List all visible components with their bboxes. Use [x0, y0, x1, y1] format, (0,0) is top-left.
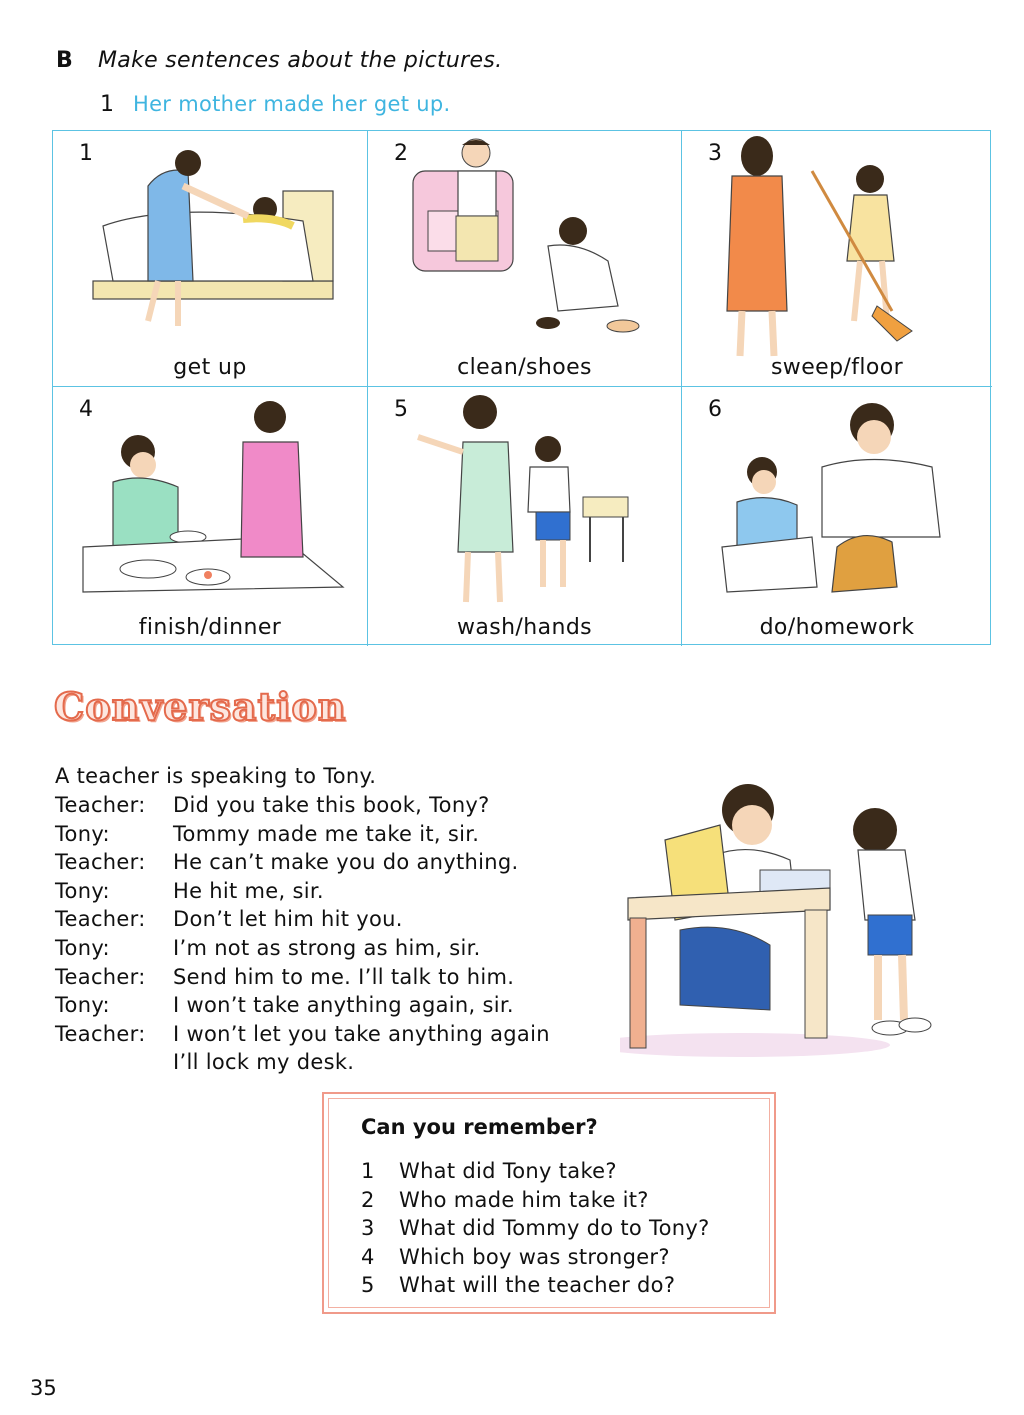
finish-dinner-illustration [53, 387, 368, 646]
line-text: I won’t let you take anything again [173, 1021, 550, 1046]
question-item [361, 1245, 710, 1274]
wash-hands-illustration [368, 387, 682, 646]
dialogue-line [55, 1022, 550, 1051]
dialogue-line [55, 965, 550, 994]
line-text: I won’t take anything again, sir. [173, 993, 514, 1018]
picture-caption: finish/dinner [138, 615, 282, 640]
picture-cell-5 [368, 387, 682, 646]
dialogue-line [55, 936, 550, 965]
line-text: Send him to me. I’ll talk to him. [173, 964, 515, 989]
question-item [361, 1216, 710, 1245]
question-text: Which boy was stronger? [399, 1244, 670, 1269]
clean-shoes-illustration [368, 131, 682, 387]
section-instruction: Make sentences about the pictures. [98, 48, 503, 73]
speaker: Tony: [55, 993, 110, 1018]
picture-cell-2 [368, 131, 682, 387]
question-item [361, 1273, 710, 1302]
line-text: He can’t make you do anything. [173, 850, 519, 875]
line-text: Tommy made me take it, sir. [173, 821, 480, 846]
question-number: 2 [361, 1187, 375, 1212]
speaker: Tony: [55, 878, 110, 903]
example-sentence: Her mother made her get up. [133, 92, 451, 116]
picture-cell-6 [682, 387, 992, 646]
dialogue-line [55, 993, 550, 1022]
question-text: Who made him take it? [399, 1187, 649, 1212]
example-number: 1 [100, 92, 114, 117]
getup-illustration [53, 131, 368, 387]
conversation-title: Conversation [54, 684, 347, 729]
picture-cell-1 [53, 131, 368, 387]
line-text: Did you take this book, Tony? [173, 793, 490, 817]
dialogue-line [55, 850, 550, 879]
picture-caption: sweep/floor [770, 355, 904, 380]
picture-number: 6 [708, 397, 722, 422]
do-homework-illustration [682, 387, 992, 646]
line-text: Don’t let him hit you. [173, 907, 403, 932]
speaker: Teacher: [55, 907, 146, 932]
remember-box-inner [328, 1098, 770, 1308]
question-text: What did Tony take? [399, 1159, 617, 1183]
section-letter: B [56, 48, 73, 73]
question-item [361, 1159, 710, 1188]
question-text: What will the teacher do? [399, 1273, 676, 1298]
speaker: Teacher: [55, 964, 146, 989]
speaker: Teacher: [55, 850, 146, 875]
picture-cell-4 [53, 387, 368, 646]
question-number: 5 [361, 1273, 375, 1298]
speaker: Tony: [55, 935, 110, 960]
question-number: 3 [361, 1216, 375, 1241]
dialogue-line [55, 1050, 550, 1079]
dialogue-line [55, 907, 550, 936]
dialogue-line [55, 879, 550, 908]
picture-cell-3 [682, 131, 992, 387]
remember-title: Can you remember? [361, 1115, 598, 1139]
speaker: Teacher: [55, 793, 146, 817]
picture-number: 4 [79, 397, 93, 422]
conversation-intro: A teacher is speaking to Tony. [55, 764, 377, 788]
dialogue-line [55, 822, 550, 851]
picture-caption: wash/hands [456, 615, 593, 640]
picture-number: 2 [394, 141, 408, 166]
line-text: I’ll lock my desk. [173, 1050, 355, 1075]
picture-caption: clean/shoes [457, 355, 592, 380]
dialogue [55, 793, 550, 1079]
picture-number: 1 [79, 141, 93, 166]
line-text: He hit me, sir. [173, 878, 324, 903]
question-item [361, 1188, 710, 1217]
question-number: 1 [361, 1159, 375, 1183]
picture-grid [52, 130, 991, 645]
teacher-tony-illustration [620, 770, 950, 1060]
line-text: I’m not as strong as him, sir. [173, 935, 481, 960]
page-number: 35 [30, 1376, 57, 1400]
picture-number: 3 [708, 141, 722, 166]
picture-caption: get up [173, 355, 247, 380]
dialogue-line [55, 793, 550, 822]
picture-number: 5 [394, 397, 408, 422]
speaker: Tony: [55, 821, 110, 846]
question-list [361, 1159, 710, 1302]
remember-box [322, 1092, 776, 1314]
speaker [55, 1050, 173, 1079]
question-number: 4 [361, 1244, 375, 1269]
picture-caption: do/homework [759, 615, 915, 640]
sweep-floor-illustration [682, 131, 992, 387]
speaker: Teacher: [55, 1021, 146, 1046]
question-text: What did Tommy do to Tony? [399, 1216, 710, 1241]
